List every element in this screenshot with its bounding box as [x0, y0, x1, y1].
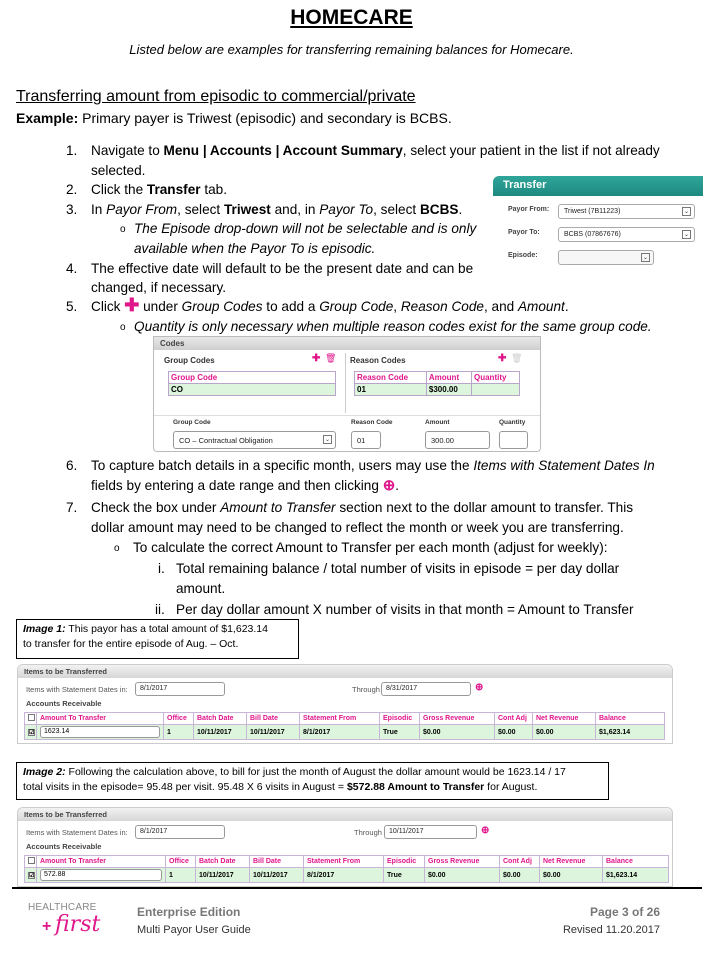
payor-from-label: Payor From:: [508, 206, 550, 213]
amount-to-transfer-input[interactable]: 1623.14: [40, 726, 160, 738]
title-text: HOMECARE: [290, 6, 413, 29]
net-revenue-cell: $0.00: [540, 868, 603, 883]
section-heading: Transferring amount from episodic to commercial/private: [16, 88, 416, 105]
step-1-text-cont: selected.: [91, 163, 146, 178]
col-bill-date: Bill Date: [250, 856, 304, 868]
row-checkbox[interactable]: [25, 725, 37, 740]
step-1-number: 1.: [66, 143, 78, 158]
delete-group-code-icon[interactable]: 🗑: [325, 353, 337, 363]
net-revenue-cell: $0.00: [533, 725, 596, 740]
payor-from-select[interactable]: [558, 204, 695, 219]
group-codes-label: Group Codes: [164, 356, 215, 365]
episode-label: Episode:: [508, 252, 538, 259]
col-episodic: Episodic: [384, 856, 425, 868]
col-net-revenue: Net Revenue: [540, 856, 603, 868]
group-code-value: CO – Contractual Obligation: [179, 436, 273, 445]
col-batch-date: Batch Date: [194, 713, 247, 725]
plus-icon: ✚: [124, 295, 140, 315]
callout-1-label: Image 1:: [23, 623, 66, 635]
footer-divider: [12, 887, 702, 889]
t: Payor To: [319, 202, 374, 217]
col-bill-date: Bill Date: [247, 713, 300, 725]
col-episodic: Episodic: [380, 713, 420, 725]
select-all-checkbox[interactable]: [25, 856, 37, 868]
page-subtitle: Listed below are examples for transferring remaining balances for Homecare.: [129, 42, 574, 57]
t: , and: [483, 299, 518, 314]
step-3-note-1: The Episode drop-down will not be selectable and is only: [134, 221, 477, 236]
office-cell: 1: [166, 868, 196, 883]
add-reason-code-button[interactable]: ✚: [498, 353, 507, 364]
t: fields by entering a date range and then clicking: [91, 478, 383, 493]
t: This payor has a total amount of $1,623.14: [65, 623, 268, 635]
footer-page-number: Page 3 of 26: [589, 905, 660, 919]
t: In: [91, 202, 107, 217]
payor-to-select[interactable]: [558, 227, 695, 242]
gross-revenue-cell: $0.00: [425, 868, 500, 883]
t: to add a: [262, 299, 320, 314]
quantity-field-label: Quantity: [499, 419, 526, 426]
col-cont-adj: Cont Adj: [500, 856, 540, 868]
callout-2-line-1: [23, 765, 602, 780]
statement-from-date-input[interactable]: 8/1/2017: [135, 682, 225, 696]
step-2-number: 2.: [66, 182, 78, 197]
items-to-be-transferred-panel-2: [17, 807, 673, 887]
t: Check the box under: [91, 500, 221, 515]
step-1-menu-path: Menu | Accounts | Account Summary: [163, 143, 403, 158]
callout-2-line-2: [23, 780, 602, 795]
logo-text-top: HEALTHCARE: [28, 902, 97, 913]
step-1-text: [91, 140, 660, 161]
chevron-down-icon: ⌄: [324, 437, 331, 443]
group-code-select[interactable]: [173, 431, 336, 449]
col-office: Office: [164, 713, 194, 725]
roman-i-marker: i.: [158, 561, 165, 576]
col-gross-revenue: Gross Revenue: [425, 856, 500, 868]
callout-1-line-2: to transfer for the entire episode of Aug. – Oct.: [23, 638, 239, 650]
bill-date-cell: 10/11/2017: [247, 725, 300, 740]
healthcare-first-logo: [28, 902, 108, 947]
col-amount-to-transfer: Amount To Transfer: [37, 713, 164, 725]
t: Triwest: [223, 202, 271, 217]
row-checkbox[interactable]: [25, 868, 37, 883]
group-code-field-label: Group Code: [173, 419, 211, 426]
chevron-down-icon: ⌄: [683, 209, 690, 215]
accounts-receivable-label: Accounts Receivable: [26, 842, 102, 851]
step-3-text: [91, 199, 462, 220]
items-to-be-transferred-panel-1: [17, 664, 673, 744]
t: section next to the dollar amount to transfer. This: [335, 500, 634, 515]
chevron-down-icon: ⌄: [642, 255, 649, 261]
footer-guide-name: Multi Payor User Guide: [137, 924, 251, 936]
step-2-a: Click the: [91, 182, 147, 197]
t: BCBS: [419, 202, 459, 217]
search-zoom-icon[interactable]: ⊕: [475, 682, 484, 693]
balance-cell: $1,623.14: [603, 868, 669, 883]
payor-to-value: BCBS (07867676): [564, 231, 621, 238]
chevron-down-icon: ⌄: [683, 232, 690, 238]
t: .: [395, 478, 400, 493]
amount-cell: $300.00: [426, 384, 471, 396]
footer-edition: Enterprise Edition: [137, 905, 241, 919]
reason-code-cell: 01: [355, 384, 427, 396]
divider: [345, 353, 346, 413]
col-batch-date: Batch Date: [196, 856, 250, 868]
t: under: [139, 299, 182, 314]
step-4-number: 4.: [66, 261, 78, 276]
balance-cell: $1,623.14: [596, 725, 665, 740]
step-6-line-2: [91, 475, 399, 496]
items-panel-title: Items to be Transferred: [18, 808, 673, 821]
amount-field-label: Amount: [425, 419, 450, 426]
t: Group Codes: [181, 299, 263, 314]
reason-codes-label: Reason Codes: [350, 356, 406, 365]
image-2-callout: [16, 762, 609, 800]
divider: [154, 415, 540, 416]
reason-code-input[interactable]: 01: [351, 431, 381, 449]
t: Payor From: [106, 202, 178, 217]
step-1-c: , select your patient in the list if not already: [402, 143, 660, 158]
callout-1-line-1: [23, 622, 292, 637]
col-balance: Balance: [603, 856, 669, 868]
statement-dates-label: Items with Statement Dates in:: [26, 685, 128, 694]
statement-from-cell: 8/1/2017: [304, 868, 384, 883]
batch-date-cell: 10/11/2017: [194, 725, 247, 740]
group-code-cell: CO: [169, 384, 336, 396]
step-7-note: To calculate the correct Amount to Transfer per each month (adjust for weekly):: [133, 540, 608, 555]
col-statement-from: Statement From: [304, 856, 384, 868]
image-1-callout: [16, 619, 299, 659]
amount-to-transfer-input[interactable]: 572.88: [40, 869, 162, 881]
step-7-line-2: dollar amount may need to be changed to reflect the month or week you are transferring.: [91, 520, 624, 535]
t: .: [564, 299, 569, 314]
group-codes-table: [168, 371, 336, 396]
col-amount-to-transfer: Amount To Transfer: [37, 856, 166, 868]
bullet-marker: o: [120, 322, 126, 333]
episode-select[interactable]: [558, 250, 654, 265]
statement-from-cell: 8/1/2017: [300, 725, 380, 740]
reason-code-field-label: Reason Code: [351, 419, 393, 426]
accounts-receivable-label: Accounts Receivable: [26, 699, 102, 708]
step-6-line-1: [91, 455, 655, 476]
payor-from-value: Triwest (7B11223): [564, 208, 621, 215]
step-7-line-1: [91, 497, 633, 518]
t: Group Code: [319, 299, 394, 314]
add-group-code-button[interactable]: ✚: [312, 353, 321, 364]
step-7-ii-text: Per day dollar amount X number of visits in that month = Amount to Transfer: [176, 602, 634, 617]
step-5-note: Quantity is only necessary when multiple reason codes exist for the same group code.: [134, 319, 652, 334]
accounts-receivable-table: [24, 712, 665, 740]
reason-code-header: Reason Code: [355, 372, 427, 384]
t: ,: [393, 299, 401, 314]
group-code-header: Group Code: [169, 372, 336, 384]
step-5-number: 5.: [66, 299, 78, 314]
t: Items with Statement Dates In: [473, 458, 655, 473]
step-6-number: 6.: [66, 458, 78, 473]
example-line: [16, 110, 452, 126]
roman-ii-marker: ii.: [155, 602, 165, 617]
logo-plus-icon: +: [42, 918, 52, 935]
cont-adj-cell: $0.00: [500, 868, 540, 883]
t: Amount to Transfer: [220, 500, 336, 515]
bullet-marker: o: [120, 224, 126, 235]
checkbox-checked[interactable]: ☑: [29, 872, 35, 879]
payor-to-label: Payor To:: [508, 229, 540, 236]
t: , select: [373, 202, 420, 217]
statement-from-date-input[interactable]: 8/1/2017: [135, 825, 225, 839]
table-row[interactable]: [355, 384, 520, 396]
gross-revenue-cell: $0.00: [420, 725, 495, 740]
episodic-cell: True: [380, 725, 420, 740]
items-panel-title: Items to be Transferred: [18, 665, 673, 678]
col-balance: Balance: [596, 713, 665, 725]
transfer-panel-title: Transfer: [493, 176, 703, 196]
t: .: [458, 202, 463, 217]
amount-header: Amount: [426, 372, 471, 384]
through-date-input[interactable]: 10/11/2017: [384, 825, 477, 839]
t: Reason Code: [400, 299, 484, 314]
col-net-revenue: Net Revenue: [533, 713, 596, 725]
step-7-i-line-2: amount.: [176, 581, 226, 596]
statement-dates-label: Items with Statement Dates in:: [26, 828, 128, 837]
episodic-cell: True: [384, 868, 425, 883]
col-gross-revenue: Gross Revenue: [420, 713, 495, 725]
step-7-i-line-1: Total remaining balance / total number of visits in episode = per day dollar: [176, 561, 620, 576]
example-text: Primary payer is Triwest (episodic) and secondary is BCBS.: [78, 110, 452, 126]
step-5-text: [91, 296, 569, 317]
step-3-number: 3.: [66, 202, 78, 217]
step-3-note-2: available when the Payor To is episodic.: [134, 241, 376, 256]
delete-reason-code-icon[interactable]: 🗑: [511, 353, 523, 363]
t: , select: [177, 202, 224, 217]
accounts-receivable-table: [24, 855, 669, 883]
t: and, in: [270, 202, 320, 217]
step-4-line-2: changed, if necessary.: [91, 280, 227, 295]
search-zoom-icon[interactable]: ⊕: [481, 825, 490, 836]
step-2-c: tab.: [200, 182, 228, 197]
amount-input[interactable]: 300.00: [425, 431, 490, 449]
callout-2-label: Image 2:: [23, 766, 66, 778]
amount-cell: [37, 725, 164, 740]
through-label: Through: [352, 685, 380, 694]
t: Following the calculation above, to bill for just the month of August the dollar amount would be 1623.14 / 17: [65, 766, 566, 778]
col-cont-adj: Cont Adj: [495, 713, 533, 725]
quantity-input[interactable]: [499, 431, 528, 449]
step-7-number: 7.: [66, 500, 78, 515]
codes-panel-title: Codes: [154, 337, 540, 350]
table-row[interactable]: [169, 384, 336, 396]
t: To capture batch details in a specific month, users may use the: [91, 458, 474, 473]
select-all-checkbox[interactable]: [25, 713, 37, 725]
logo-text-first: first: [55, 912, 101, 937]
t: total visits in the episode= 95.48 per visit. 95.48 X 6 visits in August =: [23, 781, 347, 793]
t: Amount: [517, 299, 565, 314]
footer-revised-date: Revised 11.20.2017: [562, 924, 660, 936]
page-title: [0, 6, 703, 30]
t: for August.: [484, 781, 538, 793]
quantity-header: Quantity: [472, 372, 520, 384]
codes-panel: [153, 336, 541, 452]
table-row[interactable]: [25, 868, 669, 883]
batch-date-cell: 10/11/2017: [196, 868, 250, 883]
t: $572.88 Amount to Transfer: [346, 781, 485, 793]
zoom-in-icon: ⊕: [382, 477, 396, 494]
table-row[interactable]: [25, 725, 665, 740]
col-statement-from: Statement From: [300, 713, 380, 725]
amount-cell: [37, 868, 166, 883]
step-2-transfer: Transfer: [146, 182, 201, 197]
step-4-line-1: The effective date will default to be the present date and can be: [91, 261, 474, 276]
step-1-a: Navigate to: [91, 143, 164, 158]
t: Click: [91, 299, 125, 314]
cont-adj-cell: $0.00: [495, 725, 533, 740]
bullet-marker: o: [114, 543, 120, 554]
quantity-cell: [472, 384, 520, 396]
transfer-panel: [493, 176, 703, 276]
checkbox-checked[interactable]: ☑: [29, 729, 35, 736]
office-cell: 1: [164, 725, 194, 740]
example-label: Example:: [16, 110, 79, 126]
through-label: Through: [354, 828, 382, 837]
step-2-text: [91, 179, 227, 200]
col-office: Office: [166, 856, 196, 868]
bill-date-cell: 10/11/2017: [250, 868, 304, 883]
reason-codes-table: [354, 371, 520, 396]
through-date-input[interactable]: 8/31/2017: [381, 682, 471, 696]
